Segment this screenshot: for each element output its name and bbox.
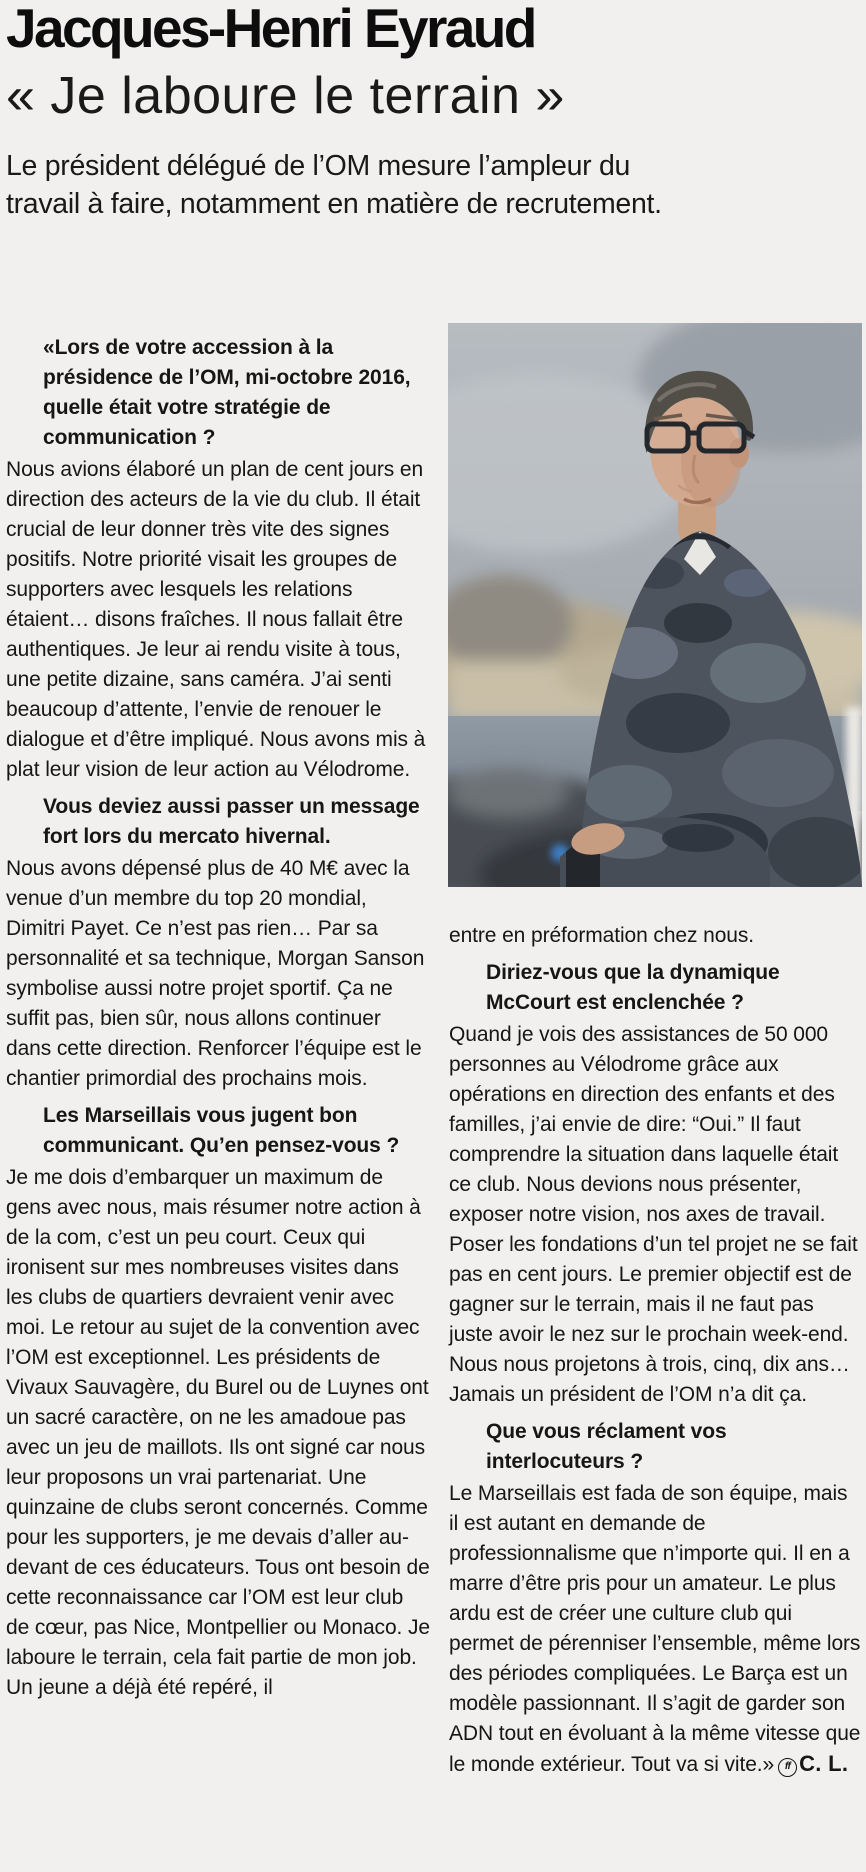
answer-paragraph: Quand je vois des assistances de 50 000 personnes au Vélodrome grâce aux opérations en direction des enfants et des familles, j’ai envie de dire: “Oui.” Il faut comprendre la situation dans laquelle était ce club. Nous devions nous présenter, exposer notre vision, nos axes de travail. Poser les fondations d’un tel projet ne se fait pas en cent jours. Le premier objectif est de gagner sur le terrain, mais il ne faut pas juste avoir le nez sur le prochain week-end. Nous nous projetons à trois, cinq, dix ans… Jamais un président de l’OM n’a dit ça. xyxy=(449,1023,858,1406)
question-paragraph: Les Marseillais vous jugent bon communicant. Qu’en pensez-vous ? xyxy=(43,1104,400,1157)
portrait-photo xyxy=(448,323,862,887)
article-lede: Le président délégué de l’OM mesure l’ampleur du travail à faire, notamment en matière de recrutement. xyxy=(6,150,662,220)
question-paragraph: Que vous réclament vos interlocuteurs ? xyxy=(486,1420,727,1473)
question-paragraph: Diriez-vous que la dynamique McCourt est enclenchée ? xyxy=(486,961,780,1014)
page-title: Jacques-Henri Eyraud xyxy=(6,0,535,59)
column-right xyxy=(449,921,862,1780)
page-subtitle: « Je laboure le terrain » xyxy=(6,67,565,126)
masthead xyxy=(6,0,860,224)
answer-paragraph: Nous avions élaboré un plan de cent jours en direction des acteurs de la vie du club. Il était crucial de leur donner très vite des signes positifs. Notre priorité visait les groupes de supporters avec lesquels les relations étaient… disons fraîches. Il nous fallait être authentiques. Je leur ai rendu visite à tous, une petite dizaine, sans caméra. J’ai senti beaucoup d’attente, l’envie de renouer le dialogue et d’être impliqué. Nous avons mis à plat leur vision de leur action au Vélodrome. xyxy=(6,458,426,781)
question-paragraph: Vous deviez aussi passer un message fort lors du mercato hivernal. xyxy=(43,795,420,848)
answer-paragraph: Je me dois d’embarquer un maximum de gens avec nous, mais résumer notre action à de la com, c’est un peu court. Ceux qui ironisent sur mes nombreuses visites dans les clubs de quartiers devraient venir avec moi. Le retour au sujet de la convention avec l’OM est exceptionnel. Les présidents de Vivaux Sauvagère, du Burel ou de Luynes ont un sacré caractère, on ne les amadoue pas avec un jeu de maillots. Ils ont signé car nous leur proposons un vrai partenariat. Une quinzaine de clubs seront concernés. Comme pour les supporters, je me devais d’aller au-devant de ces éducateurs. Tous ont besoin de cette reconnaissance car l’OM est leur club de cœur, pas Nice, Montpellier ou Monaco. Je laboure le terrain, cela fait partie de mon job. Un jeune a déjà été repéré, il xyxy=(6,1166,430,1699)
question-paragraph: «Lors de votre accession à la présidence de l’OM, mi-octobre 2016, quelle était votre stratégie de communication ? xyxy=(43,336,411,449)
end-mark-icon: ff xyxy=(778,1758,797,1777)
answer-paragraph: entre en préformation chez nous. xyxy=(449,924,754,947)
column-left xyxy=(6,326,430,1703)
answer-paragraph-final xyxy=(449,1479,862,1780)
glasses xyxy=(647,424,754,451)
answer-paragraph: Nous avons dépensé plus de 40 M€ avec la venue d’un membre du top 20 mondial, Dimitri Payet. Ce n’est pas rien… Par sa personnalité et sa technique, Morgan Sanson symbolise aussi notre projet sportif. Ça ne suffit pas, bien sûr, nous allons continuer dans cette direction. Renforcer l’équipe est le chantier primordial des prochains mois. xyxy=(6,857,425,1090)
final-answer-text: Le Marseillais est fada de son équipe, mais il est autant en demande de professionnalisme que n’importe qui. Il en a marre d’être pris pour un amateur. Le plus ardu est de créer une culture club qui permet de pérenniser l’ensemble, même lors des périodes compliquées. Le Barça est un modèle passionnant. Il s’agit de garder son ADN tout en évoluant à la même vitesse que le monde extérieur. Tout va si vite.» xyxy=(449,1482,861,1776)
author-initials: C. L. xyxy=(799,1751,849,1776)
portrait-of-man-illustration xyxy=(448,323,862,887)
